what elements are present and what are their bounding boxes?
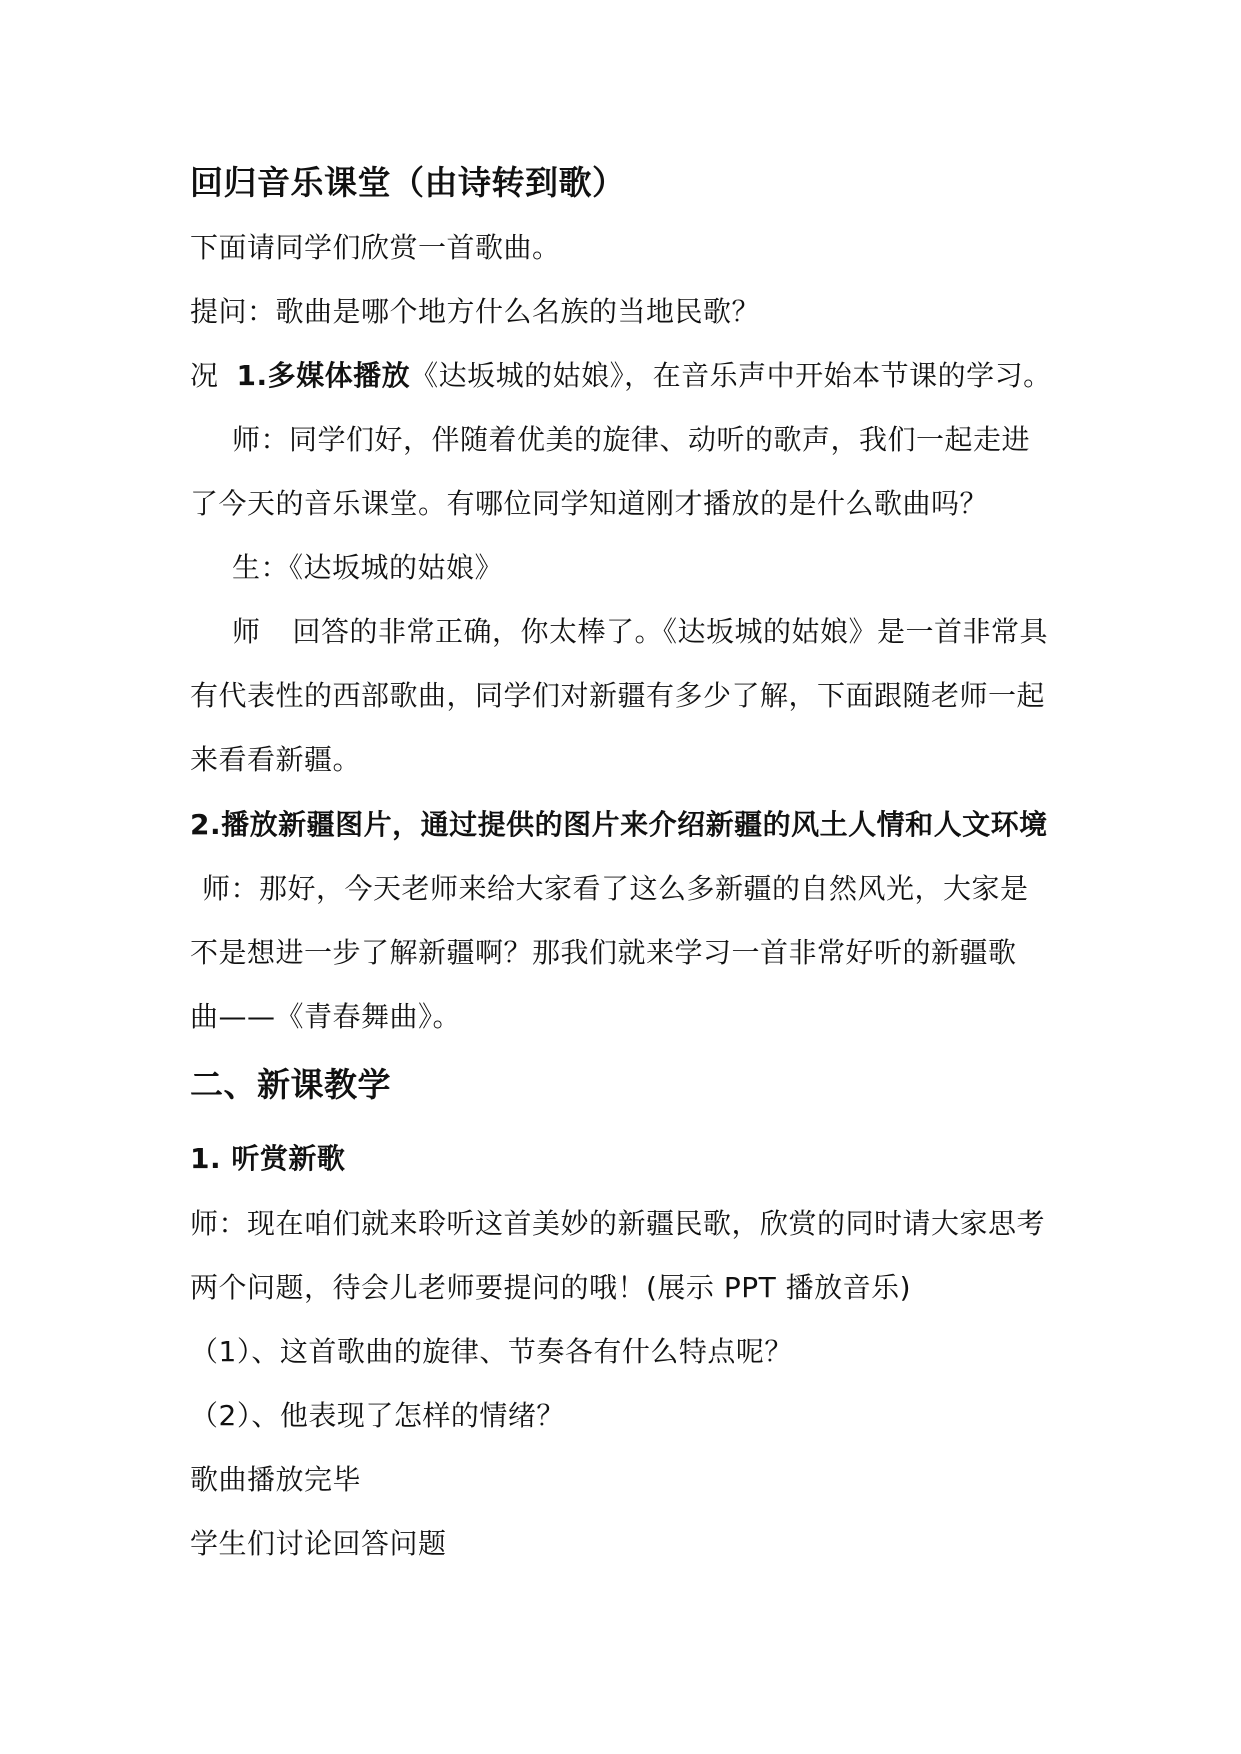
- teacher-listen-line-2: 两个问题，待会儿老师要提问的哦！(展示 PPT 播放音乐): [190, 1271, 912, 1304]
- section-title-new-lesson: 二、新课教学: [190, 1065, 391, 1104]
- student-answer: 生：《达坂城的姑娘》: [232, 551, 504, 584]
- step-1-text: 《达坂城的姑娘》，在音乐声中开始本节课的学习。: [410, 359, 1052, 392]
- teacher-greeting-line-1: 师：同学们好，伴随着优美的旋律、动听的歌声，我们一起走进: [232, 423, 1031, 456]
- paragraph-question: 提问：歌曲是哪个地方什么名族的当地民歌？: [190, 295, 761, 328]
- section-title-return-to-music: 回归音乐课堂（由诗转到歌）: [190, 163, 626, 202]
- teacher-praise-line-2: 有代表性的西部歌曲，同学们对新疆有多少了解，下面跟随老师一起: [190, 679, 1046, 712]
- paragraph-enjoy-song: 下面请同学们欣赏一首歌曲。: [190, 231, 561, 264]
- teacher-praise-line-3: 来看看新疆。: [190, 743, 362, 776]
- teacher-praise-text: 回答的非常正确，你太棒了。《达坂城的姑娘》是一首非常具: [292, 615, 1049, 648]
- teacher-intro-line-2: 不是想进一步了解新疆啊？那我们就来学习一首非常好听的新疆歌: [190, 936, 1017, 969]
- stray-character: 况: [190, 359, 219, 392]
- teacher-intro-line-1: 师：那好，今天老师来给大家看了这么多新疆的自然风光，大家是: [202, 872, 1029, 905]
- question-2: （2）、他表现了怎样的情绪？: [190, 1399, 565, 1432]
- subsection-listen-new-song: 1. 听赏新歌: [190, 1142, 346, 1175]
- speaker-label: 师: [232, 615, 261, 648]
- question-1: （1）、这首歌曲的旋律、节奏各有什么特点呢？: [190, 1335, 793, 1368]
- step-1-label: 1.多媒体播放: [236, 359, 411, 392]
- song-finished: 歌曲播放完毕: [190, 1463, 362, 1496]
- teacher-listen-line-1: 师：现在咱们就来聆听这首美妙的新疆民歌，欣赏的同时请大家思考: [190, 1207, 1046, 1240]
- paragraph-multimedia-play: [190, 356, 1070, 396]
- students-discuss: 学生们讨论回答问题: [190, 1527, 447, 1560]
- teacher-greeting-line-2: 了今天的音乐课堂。有哪位同学知道刚才播放的是什么歌曲吗？: [190, 487, 989, 520]
- teacher-praise-line-1: [232, 612, 1112, 652]
- step-2-heading: 2.播放新疆图片，通过提供的图片来介绍新疆的风土人情和人文环境: [190, 808, 1048, 841]
- teacher-intro-line-3: 曲——《青春舞曲》。: [190, 1000, 462, 1033]
